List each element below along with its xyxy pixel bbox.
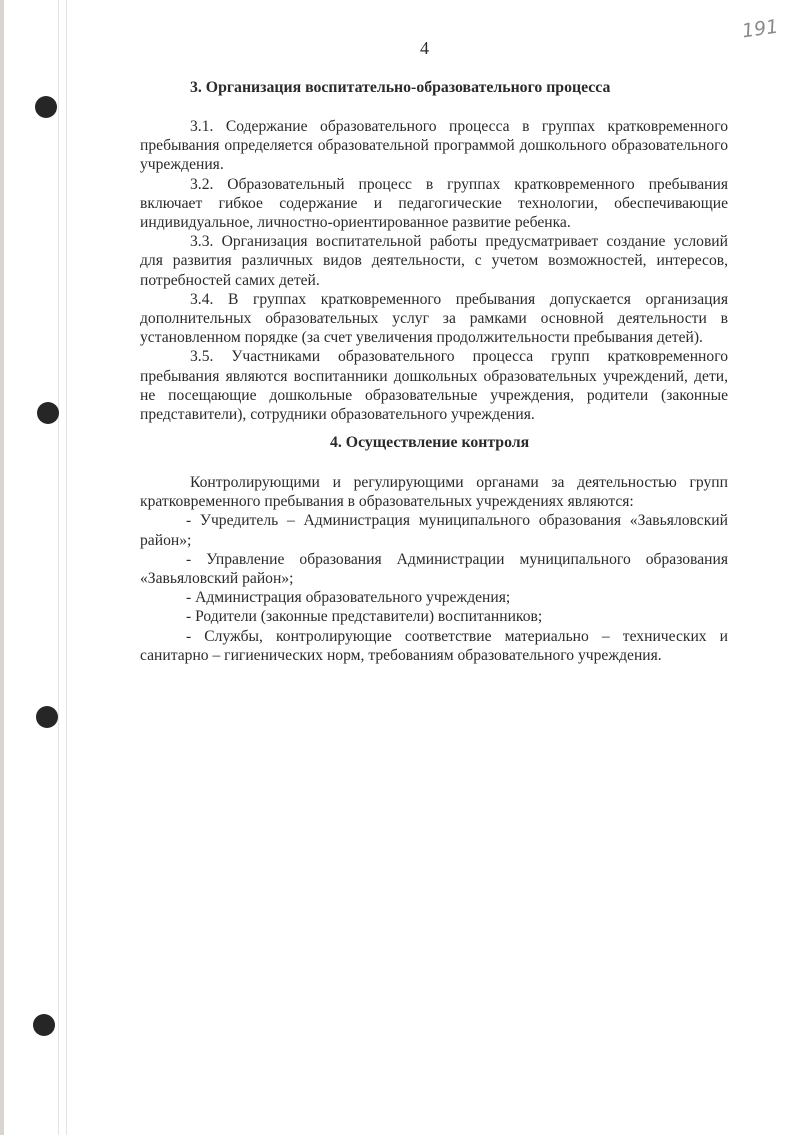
scan-line xyxy=(58,0,59,1135)
section-4-body xyxy=(140,473,728,665)
scan-line xyxy=(66,0,67,1135)
paragraph-3-3: 3.3. Организация воспитательной работы предусматривает создание условий для развития различных видов деятельности, с учетом возможностей, интересов, потребностей самих детей. xyxy=(140,233,728,289)
paragraph-3-4: 3.4. В группах кратковременного пребывания допускается организация дополнительных образовательных услуг за рамками основной деятельности в установленном порядке (за счет увеличения продолжительности пребывания детей). xyxy=(140,290,728,347)
punch-hole xyxy=(33,1014,55,1036)
section-4-intro: Контролирующими и регулирующими органами за деятельностью групп кратковременного пребывания в образовательных учреждениях являются: xyxy=(140,474,728,511)
page-number: 4 xyxy=(420,38,429,58)
control-item: - Учредитель – Администрация муниципального образования «Завьяловский район»; xyxy=(140,512,728,549)
control-item: - Управление образования Администрации муниципального образования «Завьяловский район»; xyxy=(140,550,728,588)
control-item: - Родители (законные представители) воспитанников; xyxy=(186,608,543,626)
punch-hole xyxy=(35,96,57,118)
paragraph-3-2: 3.2. Образовательный процесс в группах кратковременного пребывания включает гибкое содержание и педагогические технологии, обеспечивающие индивидуальное, личностно-ориентированное развитие ребенка. xyxy=(140,175,728,232)
punch-hole xyxy=(37,402,59,424)
punch-hole xyxy=(36,706,58,728)
control-item: - Администрация образовательного учреждения; xyxy=(186,589,511,607)
handwritten-sheet-number: 191 xyxy=(740,15,780,43)
paragraph-3-1: 3.1. Содержание образовательного процесса в группах кратковременного пребывания определяется образовательной программой дошкольного образовательного учреждения. xyxy=(140,118,728,174)
scan-edge xyxy=(0,0,4,1135)
section-4-title: 4. Осуществление контроля xyxy=(330,434,530,451)
control-item: - Службы, контролирующие соответствие материально – технических и санитарно – гигиенических норм, требованиям образовательного учреждения. xyxy=(140,627,728,664)
section-3-body xyxy=(140,117,728,424)
paragraph-3-5: 3.5. Участниками образовательного процесса групп кратковременного пребывания являются воспитанники дошкольных образовательных учреждений, дети, не посещающие дошкольные образовательные учреждения, родители (законные представители), сотрудники образовательного учреждения. xyxy=(140,348,728,424)
section-3-title: 3. Организация воспитательно-образовательного процесса xyxy=(190,79,611,96)
